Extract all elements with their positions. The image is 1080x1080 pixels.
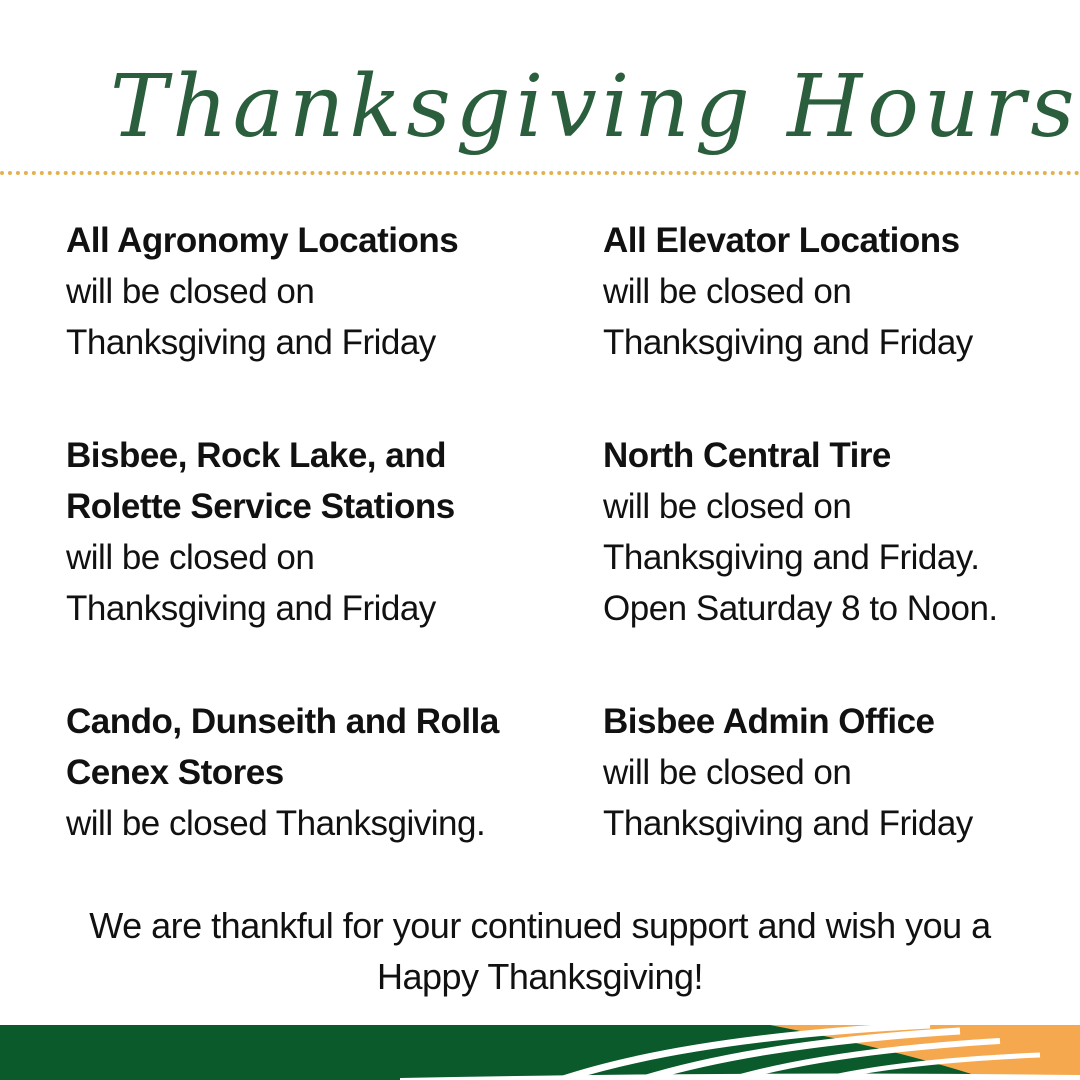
notice-admin-office	[603, 696, 1073, 849]
notice-heading: All Agronomy Locations	[66, 221, 459, 260]
notice-cenex-stores	[66, 696, 536, 849]
notice-heading: Rolette Service Stations	[66, 487, 455, 526]
notice-text: Thanksgiving and Friday	[603, 804, 973, 843]
page-title: Thanksgiving Hours	[110, 57, 1080, 157]
notice-heading: North Central Tire	[603, 436, 891, 475]
notice-agronomy	[66, 215, 536, 368]
notice-heading: Bisbee Admin Office	[603, 702, 935, 741]
notice-text: will be closed on	[603, 487, 852, 526]
notice-text: Open Saturday 8 to Noon.	[603, 589, 998, 628]
notice-text: will be closed on	[603, 272, 852, 311]
notice-text: Thanksgiving and Friday	[66, 589, 436, 628]
notice-text: will be closed on	[603, 753, 852, 792]
notice-text: Thanksgiving and Friday	[603, 323, 973, 362]
notice-text: will be closed on	[66, 272, 315, 311]
notice-service-stations	[66, 430, 536, 634]
notice-text: Thanksgiving and Friday	[66, 323, 436, 362]
notice-heading: Cenex Stores	[66, 753, 284, 792]
notice-heading: Cando, Dunseith and Rolla	[66, 702, 499, 741]
notice-text: Thanksgiving and Friday.	[603, 538, 980, 577]
closing-message	[0, 900, 1080, 1002]
notice-heading: All Elevator Locations	[603, 221, 960, 260]
notice-heading: Bisbee, Rock Lake, and	[66, 436, 446, 475]
closing-line: Happy Thanksgiving!	[376, 956, 704, 997]
notice-text: will be closed Thanksgiving.	[66, 804, 486, 843]
notice-north-central-tire	[603, 430, 1073, 634]
notice-elevator	[603, 215, 1073, 368]
dotted-divider	[0, 171, 1080, 175]
closing-line: We are thankful for your continued support and wish you a	[89, 905, 991, 946]
footer-field-band	[0, 1025, 1080, 1080]
notice-text: will be closed on	[66, 538, 315, 577]
